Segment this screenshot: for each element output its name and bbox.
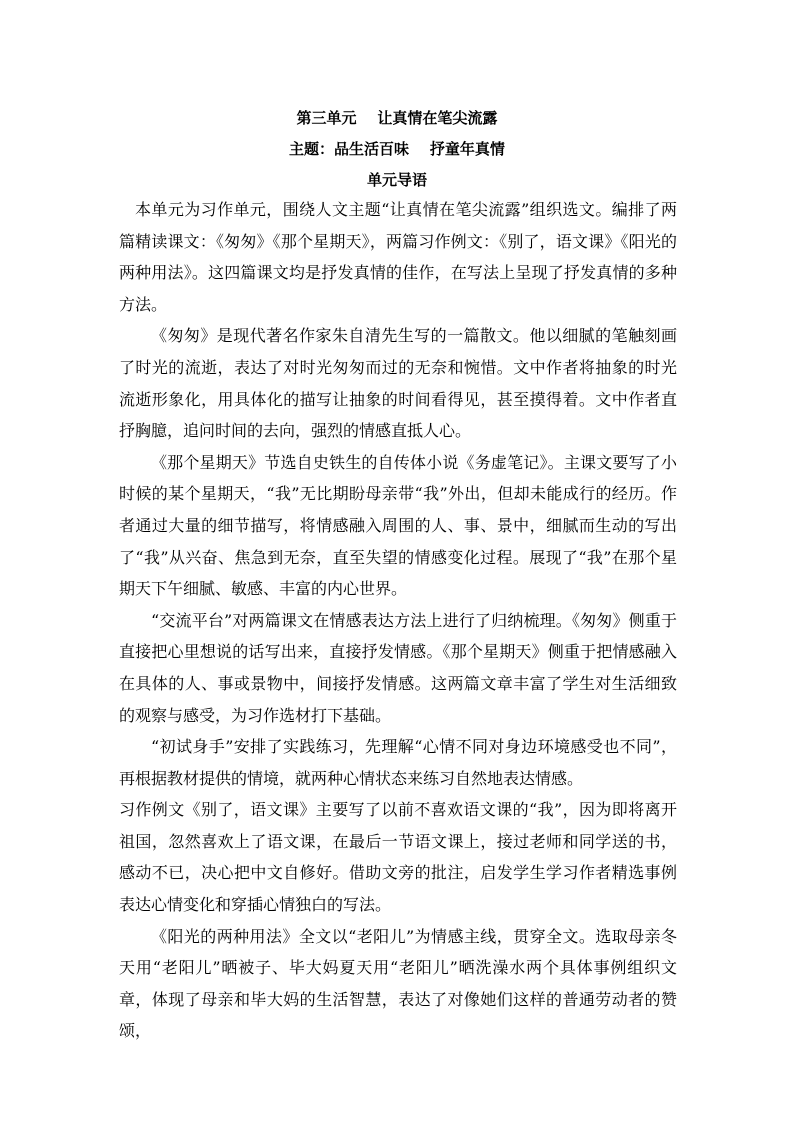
paragraph-nage-xingqitian: 《那个星期天》节选自史铁生的自传体小说《务虚笔记》。主课文要写了小时候的某个星期天，“我”无比期盼母亲带“我”外出，但却未能成行的经历。作者通过大量的细节描写，将情感融入周围的人、事、景中，细腻而生动的写出了“我”从兴奋、焦急到无奈，直至失望的情感变化过程。展现了“我”在那个星期天下午细腻、敏感、丰富的内心世界。 (119, 452, 677, 599)
paragraph-intro: 本单元为习作单元，围绕人文主题“让真情在笔尖流露”组织选文。编排了两篇精读课文：《匆匆》《那个星期天》，两篇习作例文：《别了，语文课》《阳光的两种用法》。这四篇课文均是抒发真情的佳作，在写法上呈现了抒发真情的多种方法。 (119, 200, 677, 314)
body-text (119, 194, 677, 1047)
heading-block (0, 103, 794, 196)
paragraph-congcong: 《匆匆》是现代著名作家朱自清先生写的一篇散文。他以细腻的笔触刻画了时光的流逝，表达了对时光匆匆而过的无奈和惋惜。文中作者将抽象的时光流逝形象化，用具体化的描写让抽象的时间看得见，甚至摸得着。文中作者直抒胸臆，追问时间的去向，强烈的情感直抵人心。 (119, 326, 677, 441)
paragraph-yangguang: 《阳光的两种用法》全文以“老阳儿”为情感主线，贯穿全文。选取母亲冬天用“老阳儿”晒被子、毕大妈夏天用“老阳儿”晒洗澡水两个具体事例组织文章，体现了母亲和毕大妈的生活智慧，表达了对像她们这样的普通劳动者的赞颂， (119, 926, 677, 1041)
paragraph-chushi-shenshou: “初试身手”安排了实践练习，先理解“心情不同对身边环境感受也不同”，再根据教材提供的情境，就两种心情状态来练习自然地表达情感。 (119, 737, 677, 788)
unit-title: 第三单元 让真情在笔尖流露 (296, 109, 498, 127)
paragraph-biele-yuwenke: 习作例文《别了，语文课》主要写了以前不喜欢语文课的“我”，因为即将离开祖国，忽然喜欢上了语文课，在最后一节语文课上，接过老师和同学送的书，感动不已，决心把中文自修好。借助文旁的批注，启发学生学习作者精选事例表达心情变化和穿插心情独白的写法。 (119, 800, 677, 915)
paragraph-jiaoliu-pingtai: “交流平台”对两篇课文在情感表达方法上进行了归纳梳理。《匆匆》侧重于直接把心里想说的话写出来，直接抒发情感。《那个星期天》侧重于把情感融入在具体的人、事或景物中，间接抒发情感。这两篇文章丰富了学生对生活细致的观察与感受，为习作选材打下基础。 (119, 610, 677, 725)
unit-theme: 主题：品生活百味 抒童年真情 (289, 140, 505, 158)
section-title: 单元导语 (366, 171, 427, 189)
